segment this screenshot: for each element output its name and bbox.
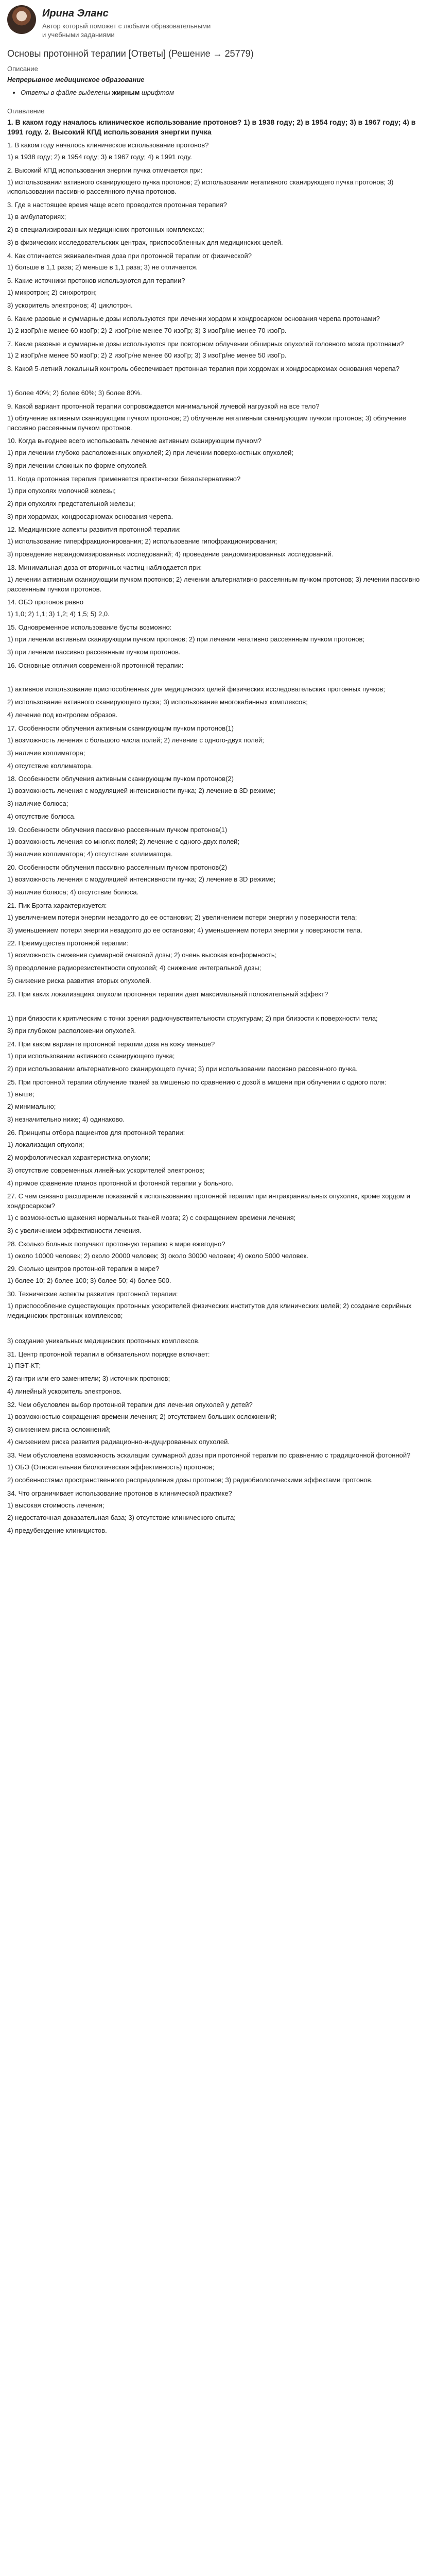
answer-note [21, 88, 429, 98]
answer-options: 2) недостаточная доказательная база; 3) отсутствие клинического опыта; [7, 1514, 236, 1522]
question-text: 19. Особенности облучения пассивно рассеянным пучком протонов(1) [7, 825, 228, 834]
answer-options: 1) при лечении глубоко расположенных опухолей; 2) при лечении поверхностных опухолей; [7, 449, 294, 457]
answer-options: 1) возможностью сокращения времени лечения; 2) отсутствием больших осложнений; [7, 1412, 276, 1420]
answer-options: 5) снижение риска развития вторых опухолей. [7, 976, 151, 985]
question-text: 4. Как отличается эквивалентная доза при протонной терапии от физической? [7, 251, 252, 260]
question-text: 23. При каких локализациях опухоли протонная терапия дает максимальный положительный эффект? [7, 990, 328, 998]
answer-options: 3) снижением риска осложнений; [7, 1425, 111, 1433]
question-text: 13. Минимальная доза от вторичных частиц наблюдается при: [7, 563, 202, 571]
answer-options: 1) возможность лечения с большого числа полей; 2) лечение с одного-двух полей; [7, 736, 264, 744]
answer-options: 1) возможность лечения с модуляцией интенсивности пучка; 2) лечение в 3D режиме; [7, 875, 276, 884]
answer-options: 3) при хордомах, хондросаркомах основания черепа. [7, 512, 173, 520]
question-text: 20. Особенности облучения пассивно рассеянным пучком протонов(2) [7, 863, 228, 872]
author-header [7, 5, 429, 40]
page-gap [7, 1324, 429, 1335]
question-text: 11. Когда протонная терапия применяется практически безальтернативно? [7, 474, 241, 483]
answer-options: 1) увеличением потери энергии незадолго до ее остановки; 2) увеличением потери энергии у поверхности тела; [7, 913, 357, 921]
answer-options: 3) ускоритель электронов; 4) циклотрон. [7, 301, 133, 309]
toc-label: Оглавление [7, 107, 45, 115]
answer-options: 2) использование активного сканирующего пуска; 3) использование многокабинных комплексов; [7, 698, 308, 706]
question-text: 29. Сколько центров протонной терапии в мире? [7, 1265, 160, 1273]
question-text: 31. Центр протонной терапии в обязательном порядке включает: [7, 1350, 210, 1358]
answer-options: 1) при использовании активного сканирующего пучка; [7, 1052, 175, 1060]
answer-options: 3) наличие коллиматора; 4) отсутствие коллиматора. [7, 850, 173, 858]
question-text: 12. Медицинские аспекты развития протонной терапии: [7, 526, 181, 534]
answer-options: 3) с увеличением эффективности лечения. [7, 1226, 142, 1234]
question-text: 2. Высокий КПД использования энергии пучка отмечается при: [7, 166, 203, 174]
answer-options: 1) больше в 1,1 раза; 2) меньше в 1,1 раза; 3) не отличается. [7, 263, 198, 272]
answer-options: 1) более 40%; 2) более 60%; 3) более 80%. [7, 389, 142, 397]
answer-options: 1) облучение активным сканирующим пучком протонов; 2) облучение негативным сканирующим пучком протонов; 3) облучение пассивно рассеянным пучком протонов. [7, 414, 406, 432]
answer-options: 4) отсутствие коллиматора. [7, 761, 93, 770]
question-text: 9. Какой вариант протонной терапии сопровождается минимальной лучевой нагрузкой на все тело? [7, 402, 320, 410]
answer-options: 1) микротрон; 2) синхротрон; [7, 289, 97, 297]
answer-options: 3) создание уникальных медицинских протонных комплексов. [7, 1336, 200, 1345]
answer-options: 1) при близости к критическим с точки зрения радиочувствительности структурам; 2) при близости к поверхности тела; [7, 1014, 378, 1022]
author-info [42, 5, 212, 40]
question-text: 5. Какие источники протонов используются для терапии? [7, 277, 185, 285]
answer-options: 1) возможность снижения суммарной очаговой дозы; 2) очень высокая конформность; [7, 951, 277, 959]
answer-options: 1) при лечении активным сканирующим пучком протонов; 2) при лечении негативно рассеянным пучком протонов; [7, 635, 365, 643]
answer-options: 1) возможность лечения со многих полей; 2) лечение с одного-двух полей; [7, 837, 240, 845]
answer-options: 3) при лечении пассивно рассеянным пучком протонов. [7, 648, 181, 656]
answer-options: 1) использование гиперфракционирования; 2) использование гипофракционирования; [7, 537, 277, 546]
answer-options: 2) минимально; [7, 1103, 56, 1111]
answer-options: 4) лечение под контролем образов. [7, 711, 118, 719]
notes-list [7, 88, 429, 98]
document-title: Основы протонной терапии [Ответы] (Решение → 25779) [7, 48, 254, 59]
question-text: 17. Особенности облучения активным сканирующим пучком протонов(1) [7, 724, 234, 732]
answer-options: 1) в 1938 году; 2) в 1954 году; 3) в 1967 году; 4) в 1991 году. [7, 152, 192, 161]
question-text: 28. Сколько больных получают протонную терапию в мире ежегодно? [7, 1240, 225, 1248]
answer-options: 1) с возможностью щажения нормальных тканей мозга; 2) с сокращением времени лечения; [7, 1214, 296, 1222]
answer-options: 1) при опухолях молочной железы; [7, 486, 116, 495]
questions-list [7, 141, 429, 1536]
answer-options: 1) 1,0; 2) 1,1; 3) 1,2; 4) 1,5; 5) 2,0. [7, 610, 110, 618]
answer-options: 1) более 10; 2) более 100; 3) более 50; 4) более 500. [7, 1277, 171, 1285]
question-text: 26. Принципы отбора пациентов для протонной терапии: [7, 1129, 185, 1137]
answer-options: 3) проведение нерандомизированных исследований; 4) проведение рандомизированных исследований. [7, 550, 334, 558]
answer-options: 1) активное использование приспособленных для медицинских целей физических исследовательских протонных пучков; [7, 685, 386, 693]
answer-options: 2) в специализированных медицинских протонных комплексах; [7, 225, 204, 233]
answer-note-bold: жирным [112, 88, 140, 96]
answer-options: 3) преодоление радиорезистентности опухолей; 4) снижение интегральной дозы; [7, 964, 261, 972]
answer-options: 3) отсутствие современных линейных ускорителей электронов; [7, 1166, 205, 1174]
answer-options: 3) наличие болюса; 4) отсутствие болюса. [7, 888, 139, 896]
answer-options: 4) снижением риска развития радиационно-индуцированных опухолей. [7, 1438, 230, 1446]
answer-options: 3) наличие коллиматора; [7, 749, 85, 757]
answer-options: 3) при глубоком расположении опухолей. [7, 1027, 136, 1035]
question-text: 34. Что ограничивает использование протонов в клинической практике? [7, 1489, 232, 1497]
answer-options: 3) в физических исследовательских центрах, приспособленных для медицинских целей. [7, 238, 283, 246]
answer-options: 1) около 10000 человек; 2) около 20000 человек; 3) около 30000 человек; 4) около 5000 человек. [7, 1251, 308, 1260]
question-text: 30. Технические аспекты развития протонной терапии: [7, 1290, 178, 1298]
answer-options: 2) особенностями пространственного распределения дозы протонов; 3) радиобиологическими эффектами протонов. [7, 1476, 373, 1484]
question-text: 10. Когда выгоднее всего использовать лечение активным сканирующим пучком? [7, 437, 261, 445]
answer-options: 1) ОБЭ (Относительная биологическая эффективность) протонов; [7, 1463, 215, 1471]
question-text: 7. Какие разовые и суммарные дозы используются при повторном облучении обширных опухолей головного мозга протонами? [7, 340, 404, 348]
question-text: 27. С чем связано расширение показаний к использованию протонной терапии при интракраниальных опухолях, кроме хордом и хондросарком? [7, 1192, 410, 1210]
answer-options: 1) 2 изоГр/не менее 50 изоГр; 2) 2 изоГр/не менее 60 изоГр; 3) 3 изоГр/не менее 50 изоГр. [7, 351, 287, 360]
question-text: 21. Пик Брэгга характеризуется: [7, 901, 107, 909]
answer-options: 1) высокая стоимость лечения; [7, 1501, 104, 1509]
author-avatar[interactable] [7, 5, 36, 34]
toc-heading[interactable]: 1. В каком году началось клиническое использование протонов? 1) в 1938 году; 2) в 1954 году; 3) в 1967 году; 4) в 1991 году. 2. Высокий КПД использования энергии пучка [7, 118, 416, 137]
answer-options: 2) при использовании альтернативного сканирующего пучка; 3) при использовании пассивно рассеянного пучка. [7, 1064, 358, 1073]
answer-options: 4) отсутствие болюса. [7, 812, 76, 820]
answer-options: 2) гантри или его заменители; 3) источник протонов; [7, 1375, 170, 1383]
answer-options: 1) лечении активным сканирующим пучком протонов; 2) лечении альтернативно рассеянным пучком протонов; 3) лечении пассивно рассеянным пучком протонов. [7, 575, 420, 593]
question-text: 1. В каком году началось клиническое использование протонов? [7, 141, 209, 149]
question-text: 15. Одновременное использование бусты возможно: [7, 623, 172, 632]
answer-options: 1) ПЭТ-КТ; [7, 1362, 41, 1370]
answer-options: 1) локализация опухоли; [7, 1141, 84, 1148]
page-gap [7, 672, 429, 684]
answer-options: 2) морфологическая характеристика опухоли; [7, 1153, 150, 1161]
question-text: 32. Чем обусловлен выбор протонной терапии для лечения опухолей у детей? [7, 1400, 253, 1409]
question-text: 33. Чем обусловлена возможность эскалации суммарной дозы при протонной терапии по сравнению с традиционной фотонной? [7, 1451, 411, 1460]
answer-options: 3) наличие болюса; [7, 800, 68, 808]
question-text: 22. Преимущества протонной терапии: [7, 939, 129, 947]
question-text: 6. Какие разовые и суммарные дозы используются при лечении хордом и хондросарком основания черепа протонами? [7, 314, 380, 323]
question-text: 24. При каком варианте протонной терапии доза на кожу меньше? [7, 1040, 215, 1048]
answer-options: 3) при лечении сложных по форме опухолей. [7, 462, 148, 470]
question-text: 3. Где в настоящее время чаще всего проводится протонная терапия? [7, 201, 227, 209]
question-text: 25. При протонной терапии облучение тканей за мишенью по сравнению с дозой в мишени при облучении с одного поля: [7, 1078, 387, 1086]
answer-options: 4) прямое сравнение планов протонной и фотонной терапии у больного. [7, 1179, 234, 1187]
question-text: 16. Основные отличия современной протонной терапии: [7, 661, 184, 669]
answer-options: 1) выше; [7, 1090, 34, 1098]
answer-note-prefix: Ответы в файле выделены [21, 88, 112, 96]
answer-options: 3) уменьшением потери энергии незадолго до ее остановки; 4) уменьшением потери энергии у поверхности тела. [7, 926, 362, 934]
answer-options: 1) использовании активного сканирующего пучка протонов; 2) использовании негативного сканирующего пучка протонов; 3) использовании пассивно рассеянного пучка протонов. [7, 178, 394, 196]
answer-options: 1) возможность лечения с модуляцией интенсивности пучка; 2) лечение в 3D режиме; [7, 787, 276, 795]
answer-options: 4) предубеждение клиницистов. [7, 1527, 107, 1535]
answer-options: 4) линейный ускоритель электронов. [7, 1387, 122, 1396]
description-label: Описание [7, 64, 38, 73]
author-name[interactable]: Ирина Эланс [42, 8, 109, 19]
question-text: 14. ОБЭ протонов равно [7, 598, 84, 606]
question-text: 8. Какой 5-летний локальный контроль обеспечивает протонная терапия при хордомах и хондросаркомах основания черепа? [7, 365, 400, 373]
document-subject: Непрерывное медицинское образование [7, 75, 145, 83]
answer-options: 1) приспособление существующих протонных ускорителей физических институтов для клинических целей; 2) создание серийных медицинских протонных комплексов; [7, 1301, 412, 1319]
answer-options: 3) незначительно ниже; 4) одинаково. [7, 1115, 125, 1124]
answer-options: 1) 2 изоГр/не менее 60 изоГр; 2) 2 изоГр/не менее 70 изоГр; 3) 3 изоГр/не менее 70 изоГр. [7, 326, 287, 334]
answer-options: 2) при опухолях предстательной железы; [7, 499, 135, 507]
page-gap [7, 376, 429, 387]
question-text: 18. Особенности облучения активным сканирующим пучком протонов(2) [7, 775, 234, 783]
author-description: Автор который поможет с любыми образовательными и учебными заданиями [42, 22, 211, 39]
answer-note-suffix: шрифтом [139, 88, 174, 96]
page-gap [7, 1002, 429, 1013]
answer-options: 1) в амбулаториях; [7, 213, 66, 221]
